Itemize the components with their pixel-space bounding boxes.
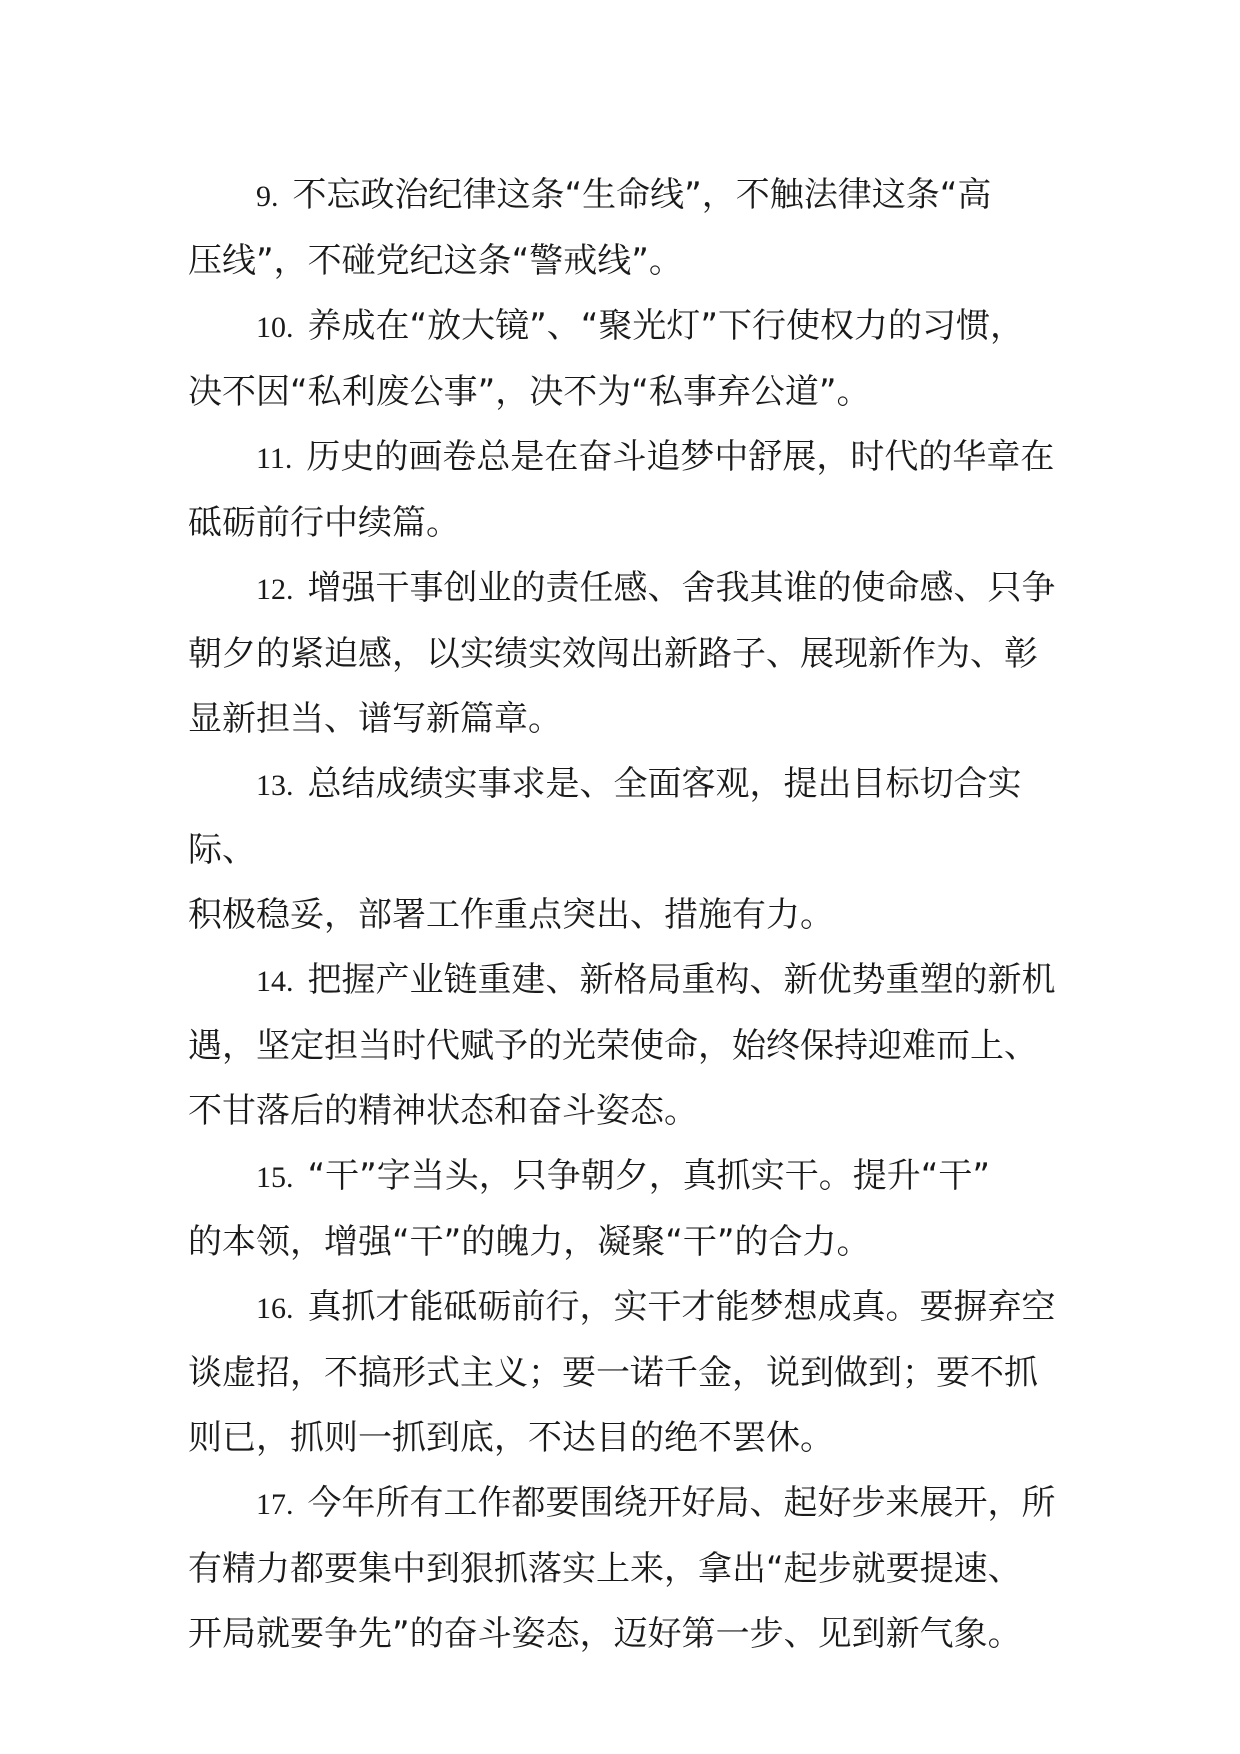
list-item-16: [188, 1275, 1073, 1471]
item-line: 朝夕的紧迫感，以实绩实效闯出新路子、展现新作为、彰: [188, 634, 1038, 674]
item-line: 不甘落后的精神状态和奋斗姿态。: [188, 1091, 698, 1131]
list-item-11: [188, 425, 1073, 556]
item-line: 把握产业链重建、新格局重构、新优势重塑的新机: [307, 960, 1056, 1000]
item-line: 不忘政治纪律这条“生命线”，不触法律这条“高: [292, 175, 992, 215]
item-number: 16.: [256, 1292, 294, 1325]
item-number: 14.: [256, 965, 294, 998]
list-item-15: [188, 1144, 1073, 1275]
list-item-12: [188, 556, 1073, 752]
item-number: 13.: [256, 769, 294, 802]
item-line: 决不因“私利废公事”，决不为“私事弃公道”。: [188, 372, 871, 412]
item-line: 有精力都要集中到狠抓落实上来，拿出“起步就要提速、: [188, 1549, 1022, 1589]
item-number: 10.: [256, 311, 294, 344]
item-line: 总结成绩实事求是、全面客观，提出目标切合实际、: [188, 764, 1022, 870]
item-line: 开局就要争先”的奋斗姿态，迈好第一步、见到新气象。: [188, 1614, 1022, 1654]
list-item-13: [188, 752, 1073, 948]
item-number: 12.: [256, 573, 294, 606]
list-item-14: [188, 948, 1073, 1144]
item-line: 养成在“放大镜”、“聚光灯”下行使权力的习惯，: [307, 306, 1024, 346]
item-number: 17.: [256, 1488, 294, 1521]
item-line: 今年所有工作都要围绕开好局、起好步来展开，所: [307, 1483, 1056, 1523]
document-page: [188, 163, 1073, 1667]
item-line: 真抓才能砥砺前行，实干才能梦想成真。要摒弃空: [307, 1287, 1056, 1327]
item-line: 压线”，不碰党纪这条“警戒线”。: [188, 241, 683, 281]
item-line: 谈虚招，不搞形式主义；要一诺千金，说到做到；要不抓: [188, 1353, 1038, 1393]
item-number: 11.: [256, 442, 293, 475]
item-line: 则已，抓则一抓到底，不达目的绝不罢休。: [188, 1418, 834, 1458]
item-number: 15.: [256, 1161, 294, 1194]
item-line: 积极稳妥，部署工作重点突出、措施有力。: [188, 895, 834, 935]
item-line: 的本领，增强“干”的魄力，凝聚“干”的合力。: [188, 1222, 871, 1262]
item-number: 9.: [256, 180, 279, 213]
item-line: 增强干事创业的责任感、舍我其谁的使命感、只争: [307, 568, 1056, 608]
item-line: “干”字当头，只争朝夕，真抓实干。提升“干”: [307, 1156, 990, 1196]
item-line: 砥砺前行中续篇。: [188, 503, 460, 543]
item-line: 显新担当、谱写新篇章。: [188, 699, 562, 739]
list-item-10: [188, 294, 1073, 425]
item-line: 历史的画卷总是在奋斗追梦中舒展，时代的华章在: [306, 437, 1055, 477]
list-item-9: [188, 163, 1073, 294]
item-line: 遇，坚定担当时代赋予的光荣使命，始终保持迎难而上、: [188, 1026, 1038, 1066]
list-item-17: [188, 1471, 1073, 1667]
